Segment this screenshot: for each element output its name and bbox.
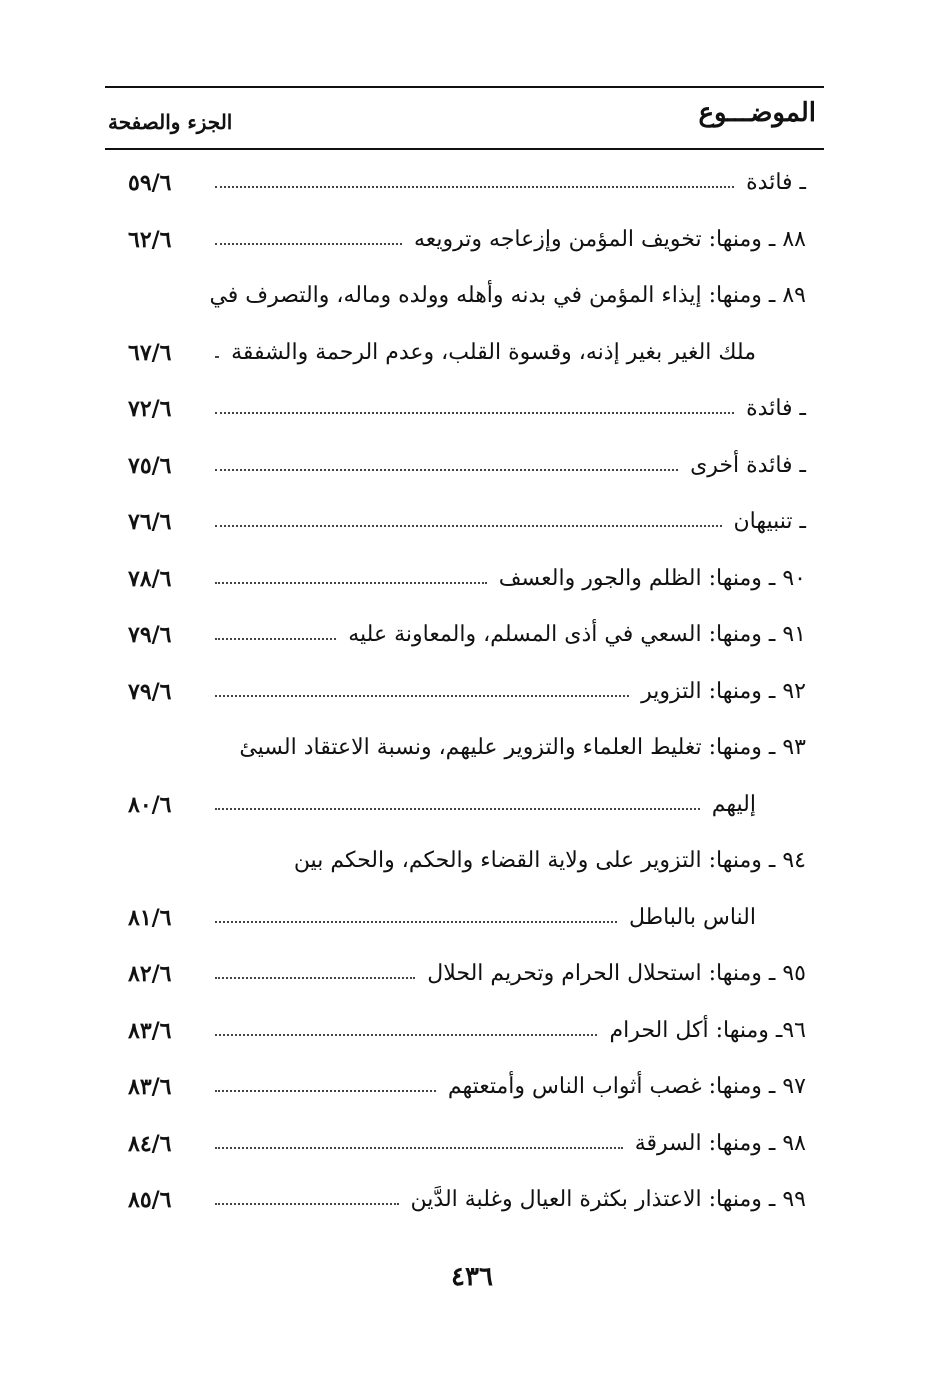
index-entry-line — [0, 509, 944, 559]
entry-title: ـ فائدة — [746, 396, 806, 421]
volume-page-ref: ٨١/٦ — [128, 904, 172, 931]
entry-title: ٩١ ـ ومنها: السعي في أذى المسلم، والمعاونة عليه — [348, 622, 806, 647]
leader-dots — [215, 412, 734, 414]
entry-title: ٩٤ ـ ومنها: التزوير على ولاية القضاء والحكم، والحكم بين — [293, 848, 806, 873]
leader-dots — [215, 1147, 623, 1149]
header-bottom-rule — [105, 148, 824, 150]
entry-title: ٨٨ ـ ومنها: تخويف المؤمن وإزعاجه وترويعه — [414, 226, 806, 252]
entry-title: ٩٦ـ ومنها: أكل الحرام — [609, 1017, 806, 1043]
index-entry-line — [0, 453, 944, 503]
index-entry-line — [0, 283, 944, 333]
volume-page-ref: ٦٢/٦ — [128, 226, 172, 253]
leader-dots — [215, 638, 336, 640]
volume-page-ref: ٦٧/٦ — [128, 339, 172, 366]
index-entry-line — [0, 227, 944, 277]
leader-dots — [215, 582, 487, 584]
index-entry-line — [0, 848, 944, 898]
volume-page-ref: ٨٥/٦ — [128, 1187, 172, 1213]
volume-page-ref: ٨٣/٦ — [128, 1017, 172, 1044]
index-entry-line — [0, 170, 944, 220]
entry-title: ٩٨ ـ ومنها: السرقة — [634, 1130, 806, 1156]
leader-dots — [215, 977, 415, 979]
header-top-rule — [105, 86, 824, 88]
index-entry-line — [0, 1018, 944, 1068]
entry-title: ٩٧ ـ ومنها: غصب أثواب الناس وأمتعتهم — [447, 1074, 806, 1099]
index-entry-line — [0, 566, 944, 616]
leader-dots — [215, 1034, 597, 1036]
entry-title: إليهم — [711, 791, 756, 817]
entry-title: ٩٩ ـ ومنها: الاعتذار بكثرة العيال وغلبة الدَّين — [410, 1187, 806, 1212]
entry-title: ٨٩ ـ ومنها: إيذاء المؤمن في بدنه وأهله وولده وماله، والتصرف في — [209, 283, 806, 308]
leader-dots — [215, 356, 219, 358]
leader-dots — [215, 525, 722, 527]
leader-dots — [215, 1203, 399, 1205]
volume-page-ref: ٨٤/٦ — [128, 1130, 172, 1157]
index-entry-line — [0, 622, 944, 672]
index-entry-line — [0, 396, 944, 446]
index-entry-line — [0, 792, 944, 842]
index-entry-line — [0, 1187, 944, 1237]
leader-dots — [215, 921, 617, 923]
entry-title: ـ فائدة أخرى — [690, 452, 806, 478]
leader-dots — [215, 808, 700, 810]
volume-page-ref: ٧٩/٦ — [128, 622, 172, 648]
entry-title: ـ تنبيهان — [733, 509, 806, 534]
volume-page-ref: ٧٩/٦ — [128, 678, 172, 705]
index-entry-line — [0, 735, 944, 785]
entry-title: ٩٢ ـ ومنها: التزوير — [641, 678, 806, 704]
volume-page-ref: ٨٣/٦ — [128, 1074, 172, 1100]
index-entry-line — [0, 1074, 944, 1124]
index-entry-line — [0, 961, 944, 1011]
leader-dots — [215, 1090, 436, 1092]
index-entry-line — [0, 340, 944, 390]
volume-page-column-header: الجزء والصفحة — [108, 110, 233, 134]
entry-title: ٩٣ ـ ومنها: تغليط العلماء والتزوير عليهم، ونسبة الاعتقاد السيئ — [239, 735, 806, 760]
volume-page-ref: ٥٩/٦ — [128, 170, 172, 196]
entry-title: ملك الغير بغير إذنه، وقسوة القلب، وعدم الرحمة والشفقة — [231, 339, 756, 365]
page-number: ٤٣٦ — [451, 1262, 493, 1292]
entry-title: ٩٥ ـ ومنها: استحلال الحرام وتحريم الحلال — [427, 961, 806, 986]
index-entry-line — [0, 905, 944, 955]
topic-column-header: الموضـــوع — [698, 98, 816, 128]
volume-page-ref: ٧٥/٦ — [128, 452, 172, 479]
entry-title: ٩٠ ـ ومنها: الظلم والجور والعسف — [498, 565, 806, 591]
volume-page-ref: ٧٨/٦ — [128, 565, 172, 592]
entry-title: الناس بالباطل — [628, 904, 756, 930]
leader-dots — [215, 469, 678, 471]
volume-page-ref: ٧٦/٦ — [128, 509, 172, 535]
volume-page-ref: ٨٠/٦ — [128, 791, 172, 818]
leader-dots — [215, 243, 402, 245]
leader-dots — [215, 186, 734, 188]
index-entry-line — [0, 1131, 944, 1181]
index-entry-line — [0, 679, 944, 729]
volume-page-ref: ٨٢/٦ — [128, 961, 172, 987]
leader-dots — [215, 695, 629, 697]
entry-title: ـ فائدة — [746, 170, 806, 195]
volume-page-ref: ٧٢/٦ — [128, 396, 172, 422]
